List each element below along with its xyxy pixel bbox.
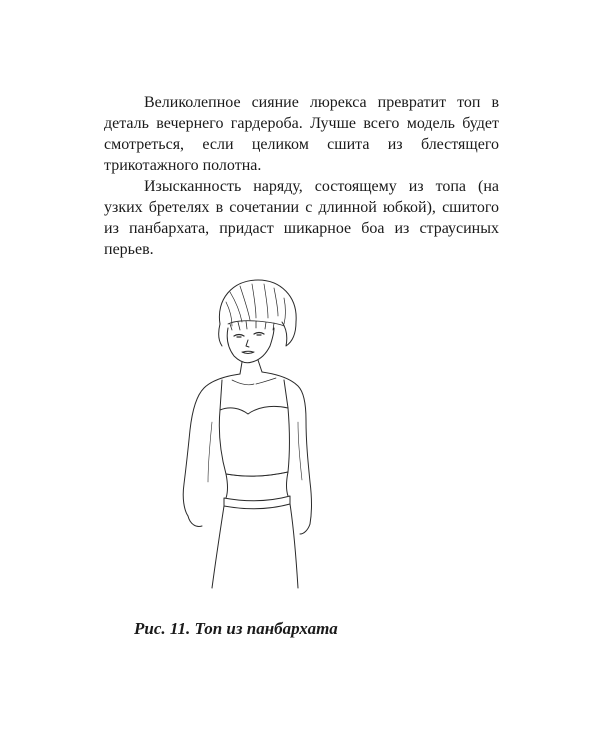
paragraph-2: Изысканность наряду, состоящему из топа (на узких бретелях в сочетании с длинной юбкой), сшитого из панбархата, придаст шикарное боа из страусиных перьев. [104,178,499,258]
bangs [228,321,284,330]
skirt [212,504,298,588]
sketch-svg [170,272,340,592]
paragraph-1: Великолепное сияние люрекса превратит топ в деталь вечернего гардероба. Лучше всего модель будет смотреться, если целиком сшита из блестящего трикотажного полотна. [104,94,499,174]
hair-strands [226,284,286,326]
skirt-waistband [224,496,290,509]
straps [220,380,288,410]
fashion-illustration [170,272,340,592]
collarbone [232,378,276,385]
nose-mouth [242,340,254,354]
eyes [234,333,264,338]
top-garment [219,406,289,476]
figure-caption: Рис. 11. Топ из панбархата [134,619,338,638]
face [227,328,274,363]
shoulders-arms [183,372,311,524]
body-text [104,92,499,260]
